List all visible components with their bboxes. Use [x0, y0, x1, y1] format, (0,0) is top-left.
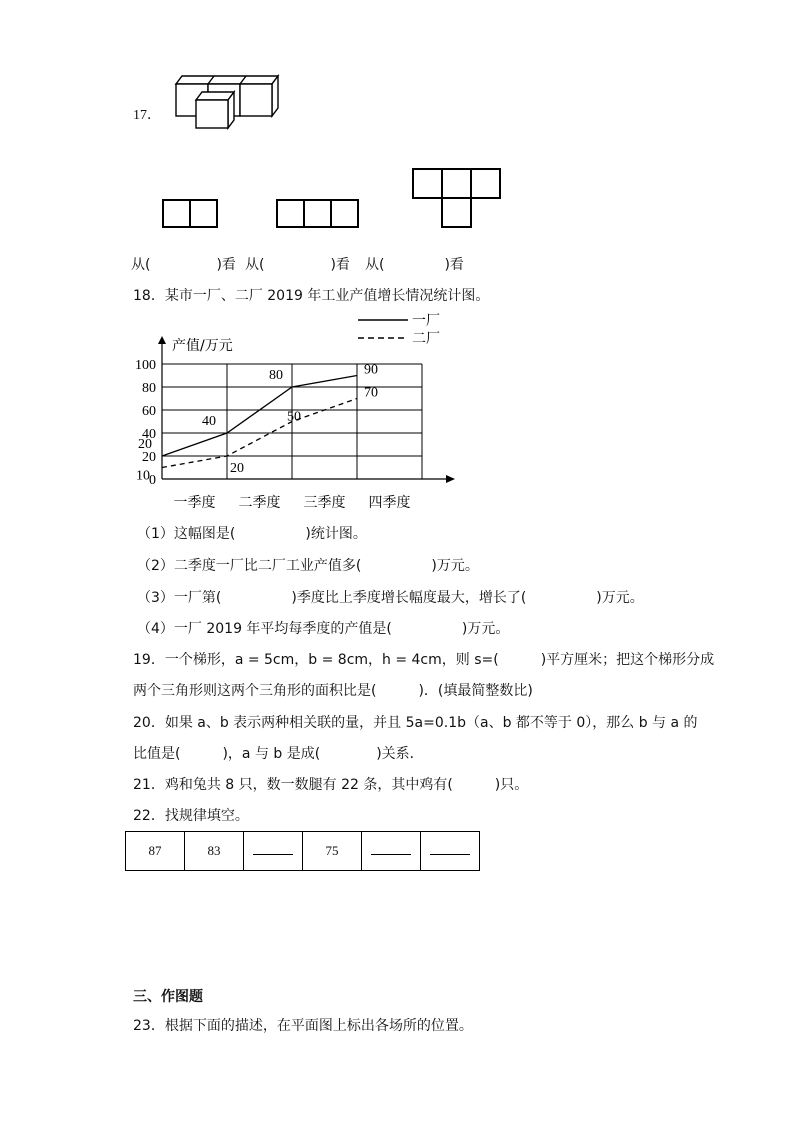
series-1-value-label-1: 40: [202, 414, 216, 429]
seq-cell-2: 83: [185, 832, 244, 871]
q17-view-c: [412, 168, 501, 228]
x-axis-arrow: [446, 475, 455, 483]
q17-view-label-3: 从( )看: [365, 257, 464, 273]
series-1-value-label-2: 80: [269, 368, 283, 383]
x-category-label-3: 四季度: [368, 495, 411, 511]
chart-y-axis-label: 产值/万元: [172, 338, 233, 354]
q20-line-2: 比值是( )，a 与 b 是成( )关系．: [133, 746, 424, 762]
q17-view-b: [276, 199, 360, 229]
x-category-label-2: 三季度: [303, 495, 346, 511]
seq-cell-1: 87: [126, 832, 185, 871]
q18-line-chart: [120, 310, 480, 515]
q22-title: 22．找规律填空。: [133, 808, 249, 824]
series-1-value-label-3: 90: [364, 362, 378, 378]
y-tick-label-0: 0: [149, 473, 156, 488]
q18-sub-3: （3）一厂第( )季度比上季度增长幅度最大，增长了( )万元。: [137, 590, 644, 606]
chart-legend: [358, 313, 440, 347]
legend-label-1: 一厂: [412, 313, 440, 329]
y-tick-label-1: 20: [142, 450, 156, 465]
seq-cell-4: 75: [303, 832, 362, 871]
chart-series: [136, 363, 378, 484]
q23-text: 23．根据下面的描述，在平面图上标出各场所的位置。: [133, 1018, 473, 1034]
q21-text: 21．鸡和兔共 8 只，数一数腿有 22 条，其中鸡有( )只。: [133, 777, 529, 793]
y-tick-label-2: 40: [142, 427, 156, 442]
y-axis-arrow: [158, 336, 166, 344]
x-category-label-1: 二季度: [238, 495, 281, 511]
seq-cell-6-blank[interactable]: [421, 832, 480, 871]
seq-cell-3-blank[interactable]: [244, 832, 303, 871]
chart-x-categories: [174, 494, 411, 511]
q18-sub-2: （2）二季度一厂比二厂工业产值多( )万元。: [137, 558, 479, 574]
series-2-value-label-2: 50: [287, 409, 301, 425]
legend-label-2: 二厂: [412, 331, 440, 347]
q17-number: 17．: [133, 108, 161, 123]
series-2-value-label-0: 10: [136, 468, 150, 484]
q17-view-label-2: 从( )看: [245, 257, 350, 273]
q17-cube-solid: [168, 72, 288, 132]
seq-cell-5-blank[interactable]: [362, 832, 421, 871]
x-category-label-0: 一季度: [173, 495, 216, 511]
q18-sub-1: （1）这幅图是( )统计图。: [137, 526, 367, 542]
q20-line-1: 20．如果 a、b 表示两种相关联的量，并且 5a=0.1b（a、b 都不等于 0），那么 b 与 a 的: [133, 715, 698, 731]
series-2-value-label-3: 70: [364, 385, 378, 401]
series-1-value-label-0: 20: [138, 437, 152, 452]
y-tick-label-4: 80: [142, 381, 156, 396]
q17-view-label-1: 从( )看: [131, 257, 236, 273]
series-2-value-label-1: 20: [230, 461, 244, 476]
section-3-heading: 三、作图题: [133, 989, 203, 1005]
q17-view-a: [162, 199, 218, 229]
q18-title: 18．某市一厂、二厂 2019 年工业产值增长情况统计图。: [133, 288, 490, 304]
y-tick-label-5: 100: [135, 358, 156, 373]
q19-line-1: 19．一个梯形，a = 5cm，b = 8cm，h = 4cm，则 s=( )平方厘米；把这个梯形分成: [133, 652, 715, 668]
series-line-1: [162, 376, 357, 457]
q22-sequence-table: [125, 831, 480, 871]
q18-sub-4: （4）一厂 2019 年平均每季度的产值是( )万元。: [137, 621, 510, 637]
q19-line-2: 两个三角形则这两个三角形的面积比是( )．(填最简整数比): [133, 683, 533, 699]
y-tick-label-3: 60: [142, 404, 156, 419]
